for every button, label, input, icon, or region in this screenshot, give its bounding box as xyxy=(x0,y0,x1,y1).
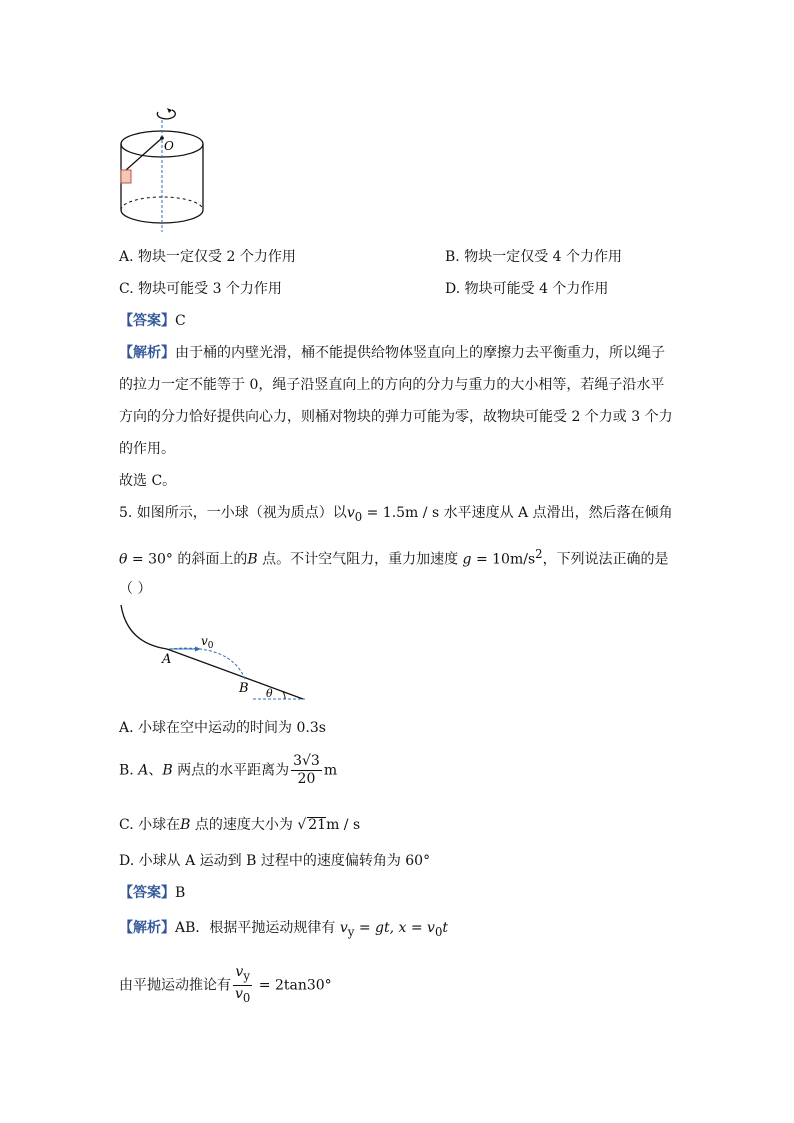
block xyxy=(121,170,131,183)
stem-text: = 30° 的斜面上的 xyxy=(127,551,248,568)
q5-answer xyxy=(119,883,185,903)
option-text: 两点的水平距离为 xyxy=(172,762,290,779)
answer-tag: 【答案】 xyxy=(119,885,175,901)
q5-inference xyxy=(119,964,332,1007)
fraction-denominator: $v_0$ xyxy=(235,985,251,1005)
unit: m / s xyxy=(326,817,361,833)
q5-analysis xyxy=(119,918,448,942)
q5-option-d: D. 小球从 A 运动到 B 过程中的速度偏转角为 60° xyxy=(119,853,431,869)
stem-text: 点。不计空气阻力，重力加速度 xyxy=(257,551,463,568)
incline-figure xyxy=(115,603,310,703)
separator: 、 xyxy=(148,762,163,779)
point-a-symbol: A xyxy=(138,762,149,779)
v0-symbol: v xyxy=(346,505,355,521)
option-prefix: C. 小球在 xyxy=(119,817,181,833)
fraction-numerator: 3√3 xyxy=(293,753,320,769)
v0-subscript: 0 xyxy=(354,509,363,524)
option-prefix: B. xyxy=(119,762,139,779)
q4-option-b: B. 物块一定仅受 4 个力作用 xyxy=(445,249,622,265)
fraction xyxy=(233,964,252,1007)
unit: m xyxy=(323,762,338,779)
point-b-symbol: B xyxy=(180,817,191,833)
q4-analysis-line-1 xyxy=(119,343,665,363)
q5-option-c xyxy=(119,815,360,835)
label-v0: $v_0$ xyxy=(201,634,214,651)
q4-answer xyxy=(119,311,186,331)
fraction-denominator: 20 xyxy=(297,771,316,787)
sqrt-sign: √ xyxy=(297,817,307,833)
vy-symbol: v xyxy=(339,920,348,936)
stem-text: = 1.5m / s 水平速度从 A 点滑出，然后落在倾角 xyxy=(362,505,673,521)
label-B: B xyxy=(239,681,249,696)
answer-value: C xyxy=(175,313,186,329)
equation-rhs: = 2tan30° xyxy=(254,977,332,994)
analysis-tag: 【解析】 xyxy=(119,345,175,361)
q4-option-d: D. 物块可能受 4 个力作用 xyxy=(445,281,609,297)
stem-text: ，下列说法正确的是 xyxy=(542,551,669,568)
point-b-symbol: B xyxy=(247,551,258,568)
cylinder-figure xyxy=(110,106,220,236)
stem-text: 5. 如图所示，一小球（视为质点）以 xyxy=(119,505,347,521)
t-symbol: t xyxy=(442,920,448,936)
answer-value: B xyxy=(175,885,186,901)
superscript: 2 xyxy=(535,547,543,561)
curved-slide xyxy=(121,605,167,649)
q5-stem-line-1 xyxy=(119,503,673,527)
q5-paren: （ ） xyxy=(119,581,152,597)
label-theta: θ xyxy=(266,687,273,700)
q4-analysis-line-2: 的拉力一定不能等于 0，绳子沿竖直向上的方向的分力与重力的大小相等，若绳子沿水平 xyxy=(119,377,665,393)
q4-conclusion: 故选 C。 xyxy=(119,473,177,489)
subscript: y xyxy=(347,924,355,939)
q4-analysis-line-3: 方向的分力恰好提供向心力，则桶对物块的弹力可能为零，故物块可能受 2 个力或 3 个力 xyxy=(119,409,673,425)
q4-option-c: C. 物块可能受 3 个力作用 xyxy=(119,281,282,297)
option-text: 点的速度大小为 xyxy=(190,817,298,833)
q5-option-b xyxy=(119,753,337,788)
analysis-text: 由于桶的内壁光滑，桶不能提供给物体竖直向上的摩擦力去平衡重力，所以绳子 xyxy=(175,345,665,361)
q4-option-a: A. 物块一定仅受 2 个力作用 xyxy=(119,249,296,265)
radicand: 21 xyxy=(308,817,327,833)
theta-symbol: θ xyxy=(119,551,128,568)
analysis-text: AB．根据平抛运动规律有 xyxy=(175,920,340,936)
stem-text: = 10m/s xyxy=(471,551,536,568)
subscript: 0 xyxy=(434,924,443,939)
answer-tag: 【答案】 xyxy=(119,313,175,329)
g-symbol: g xyxy=(462,551,472,568)
inference-text: 由平抛运动推论有 xyxy=(119,977,231,994)
fraction-numerator: $v_y$ xyxy=(233,964,252,986)
q5-option-a: A. 小球在空中运动的时间为 0.3s xyxy=(119,720,326,736)
label-O: O xyxy=(164,139,174,153)
rotation-arrow-icon xyxy=(157,110,175,119)
incline xyxy=(167,649,303,699)
q4-analysis-line-4: 的作用。 xyxy=(119,441,175,457)
analysis-tag: 【解析】 xyxy=(119,920,175,936)
rope xyxy=(126,138,162,170)
label-A: A xyxy=(162,652,172,667)
equation: = gt, x = v xyxy=(354,920,435,936)
point-b-symbol: B xyxy=(162,762,173,779)
q5-stem-line-2 xyxy=(119,544,669,570)
fraction xyxy=(291,753,322,788)
